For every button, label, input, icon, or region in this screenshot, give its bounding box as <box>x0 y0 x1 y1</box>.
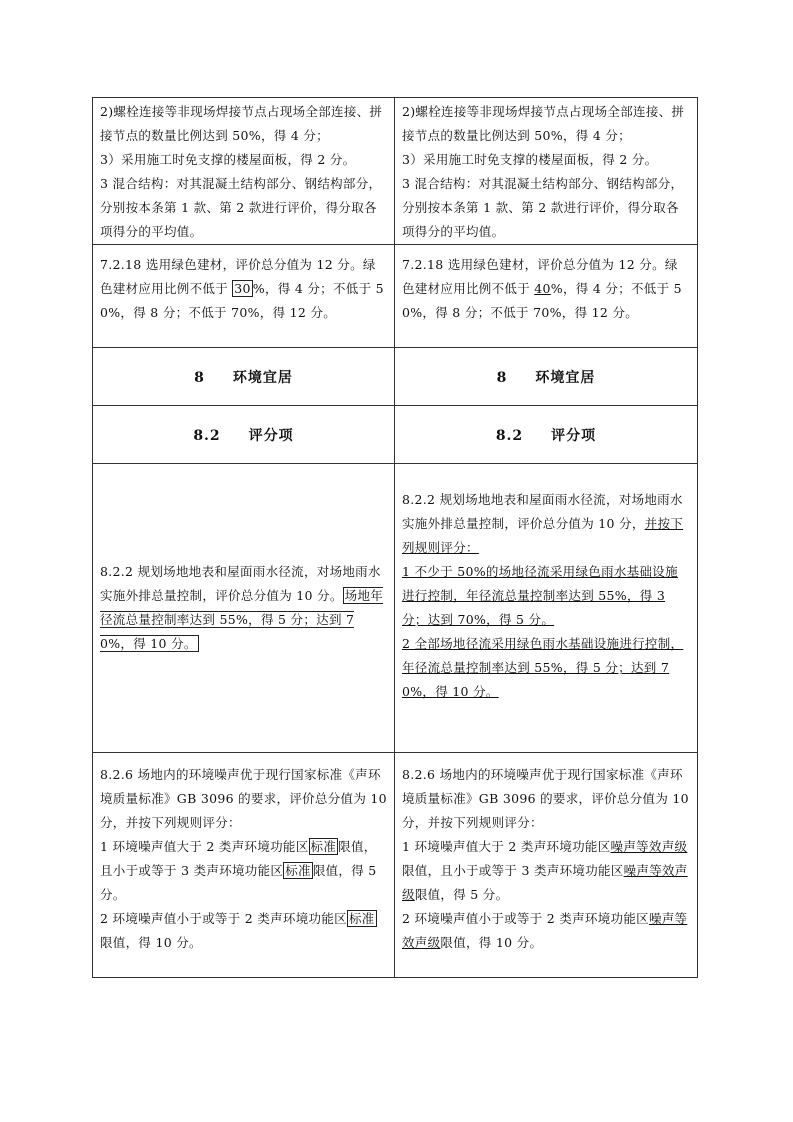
section-title: 环境宜居 <box>535 369 596 386</box>
table-row <box>93 753 698 978</box>
paragraph: 3 混合结构：对其混凝土结构部分、钢结构部分，分别按本条第 1 款、第 2 款进行评价，得分取各项得分的平均值。 <box>402 176 684 239</box>
underlined-change: 并按下列规则评分： <box>402 516 684 555</box>
underlined-item: 1 不少于 50%的场地径流采用绿色雨水基础设施进行控制，年径流总量控制率达到 55%，得 3 分；达到 70%，得 5 分。 <box>402 564 678 627</box>
right-cell <box>395 464 698 753</box>
item-text: 1 环境噪声值大于 2 类声环境功能区 <box>100 839 309 854</box>
clause-text: 8.2.2 规划场地地表和屋面雨水径流，对场地雨水实施外排总量控制，评价总分值为 10 分， <box>402 492 683 531</box>
boxed-change: 场地年径流总量控制率达到 55%，得 5 分；达到 70%，得 10 分。 <box>100 588 384 651</box>
subsection-number: 8.2 <box>495 427 524 444</box>
section-number: 8 <box>194 369 205 386</box>
subsection-heading-row <box>93 406 698 464</box>
subsection-title: 评分项 <box>248 427 294 444</box>
right-heading <box>395 406 698 464</box>
item-text: 限值，得 5 分。 <box>414 887 509 902</box>
left-heading <box>93 348 395 406</box>
list-item <box>402 835 690 907</box>
item-text: 限值，且小于或等于 3 类声环境功能区 <box>100 839 377 878</box>
clause-text: 8.2.2 规划场地地表和屋面雨水径流，对场地雨水实施外排总量控制，评价总分值为 10 分。 <box>100 564 381 603</box>
list-item <box>402 907 690 955</box>
subsection-number: 8.2 <box>193 427 221 444</box>
list-item <box>100 907 387 955</box>
table-row <box>93 98 698 245</box>
paragraph: 3 混合结构：对其混凝土结构部分、钢结构部分，分别按本条第 1 款、第 2 款进行评价，得分取各项得分的平均值。 <box>100 176 382 239</box>
clause-text: 8.2.6 场地内的环境噪声优于现行国家标准《声环境质量标准》GB 3096 的要求，评价总分值为 10 分，并按下列规则评分： <box>402 767 689 830</box>
underlined-change: 噪声等效声级 <box>402 863 688 902</box>
left-cell <box>93 753 395 978</box>
boxed-change: 标准 <box>310 839 337 854</box>
item-text: 1 环境噪声值大于 2 类声环境功能区 <box>402 839 611 854</box>
underlined-change: 噪声等效声级 <box>402 911 688 950</box>
item-text: 限值，得 10 分。 <box>100 935 202 950</box>
right-cell <box>395 245 698 348</box>
subsection-title: 评分项 <box>551 427 597 444</box>
clause-text: 7.2.18 选用绿色建材，评价总分值为 12 分。绿色建材应用比例不低于 <box>402 257 678 296</box>
underlined-change: 噪声等效声级 <box>610 839 688 854</box>
section-title: 环境宜居 <box>232 369 293 386</box>
boxed-change: 标准 <box>348 911 375 926</box>
right-heading <box>395 348 698 406</box>
item-text: 限值，且小于或等于 3 类声环境功能区 <box>402 863 624 878</box>
paragraph: 3）采用施工时免支撑的楼屋面板，得 2 分。 <box>402 152 658 167</box>
item-text: 2 环境噪声值小于或等于 2 类声环境功能区 <box>402 911 649 926</box>
underlined-item: 2 全部场地径流采用绿色雨水基础设施进行控制，年径流总量控制率达到 55%，得 5 分；达到 70%，得 10 分。 <box>402 636 684 699</box>
paragraph: 3）采用施工时免支撑的楼屋面板，得 2 分。 <box>100 152 356 167</box>
paragraph: 2)螺栓连接等非现场焊接节点占现场全部连接、拼接节点的数量比例达到 50%，得 4 分； <box>100 104 383 143</box>
comparison-table <box>92 97 698 978</box>
right-cell <box>395 98 698 245</box>
left-heading <box>93 406 395 464</box>
clause-text: 8.2.6 场地内的环境噪声优于现行国家标准《声环境质量标准》GB 3096 的要求，评价总分值为 10 分，并按下列规则评分： <box>100 767 387 830</box>
boxed-change: 30 <box>234 281 251 296</box>
table-row <box>93 245 698 348</box>
list-item <box>100 835 387 907</box>
paragraph: 2)螺栓连接等非现场焊接节点占现场全部连接、拼接节点的数量比例达到 50%，得 4 分； <box>402 104 685 143</box>
clause-text: %，得 4 分；不低于 50%，得 8 分；不低于 70%，得 12 分。 <box>402 281 682 320</box>
item-text: 2 环境噪声值小于或等于 2 类声环境功能区 <box>100 911 347 926</box>
section-number: 8 <box>496 369 508 386</box>
underlined-change: 40 <box>534 281 551 296</box>
right-cell <box>395 753 698 978</box>
item-text: 限值，得 5 分。 <box>100 863 377 902</box>
left-cell <box>93 464 395 753</box>
section-heading-row <box>93 348 698 406</box>
left-cell <box>93 98 395 245</box>
clause-text: %，得 4 分；不低于 50%，得 8 分；不低于 70%，得 12 分。 <box>100 281 384 320</box>
boxed-change: 标准 <box>285 863 311 878</box>
item-text: 限值，得 10 分。 <box>440 935 543 950</box>
clause-text: 7.2.18 选用绿色建材，评价总分值为 12 分。绿色建材应用比例不低于 <box>100 257 376 296</box>
left-cell <box>93 245 395 348</box>
table-row <box>93 464 698 753</box>
